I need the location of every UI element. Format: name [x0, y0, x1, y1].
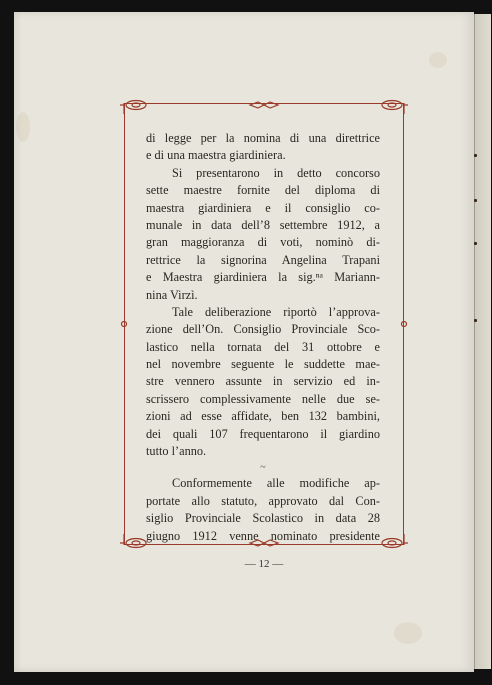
text-line: siglio Provinciale Scolastico in data 28: [146, 511, 380, 526]
text-line: dei quali 107 frequentarono il giardino: [146, 426, 380, 441]
text-line: lastico nella tornata del 31 ottobre e: [146, 339, 380, 354]
text-line: maestra giardiniera e il consiglio co-: [146, 200, 380, 215]
text-line: portate allo statuto, approvato dal Con-: [146, 493, 380, 508]
text-line: Conformemente alle modifiche ap-: [172, 476, 380, 491]
text-line: e Maestra giardiniera la sig.ⁿᵃ Mariann-: [146, 270, 380, 285]
paper-stain: [429, 52, 447, 68]
section-separator: ~: [260, 462, 266, 474]
text-line: scrissero complessivamente nelle due se-: [146, 391, 380, 406]
text-line: Si presentarono in detto concorso: [172, 165, 380, 180]
text-line: nel novembre seguente le suddette mae-: [146, 357, 380, 372]
right-side-ornament: [402, 322, 407, 327]
text-line: di legge per la nomina di una direttrice: [146, 131, 380, 145]
text-line: Tale deliberazione riportò l’approva-: [172, 304, 380, 319]
page-text: [146, 130, 380, 545]
top-center-ornament: [250, 102, 278, 108]
paper-stain: [16, 112, 30, 142]
corner-ornament-top-right: [382, 101, 408, 115]
text-line: sette maestre fornite del diploma di: [146, 183, 380, 198]
edge-mark: [474, 199, 477, 202]
edge-mark: [474, 242, 477, 245]
edge-mark: [474, 154, 477, 157]
edge-mark: [474, 319, 477, 322]
corner-ornament-bottom-right: [382, 534, 408, 548]
text-line: zione dell’On. Consiglio Provinciale Sco-: [146, 322, 380, 337]
text-line: munale in data dell’8 settembre 1912, a: [146, 217, 380, 232]
paper-stain: [394, 622, 422, 644]
page-number: — 12 —: [244, 558, 284, 570]
corner-ornament-bottom-left: [120, 534, 146, 548]
text-line: stre vennero assunte in servizio ed in-: [146, 374, 380, 389]
text-line: tutto l’anno.: [146, 444, 207, 459]
corner-ornament-top-left: [120, 101, 146, 115]
text-line: giugno 1912 venne nominato presidente: [146, 528, 380, 543]
text-line: zioni ad esse affidate, ben 132 bambini,: [146, 409, 380, 424]
left-side-ornament: [122, 322, 127, 327]
text-line: nina Virzì.: [146, 287, 198, 302]
text-line: gran maggioranza di voti, nominò di-: [146, 235, 380, 250]
text-line: rettrice la signorina Angelina Trapani: [146, 252, 380, 267]
text-line: e di una maestra giardiniera.: [146, 148, 286, 163]
page-edge: [474, 14, 491, 669]
